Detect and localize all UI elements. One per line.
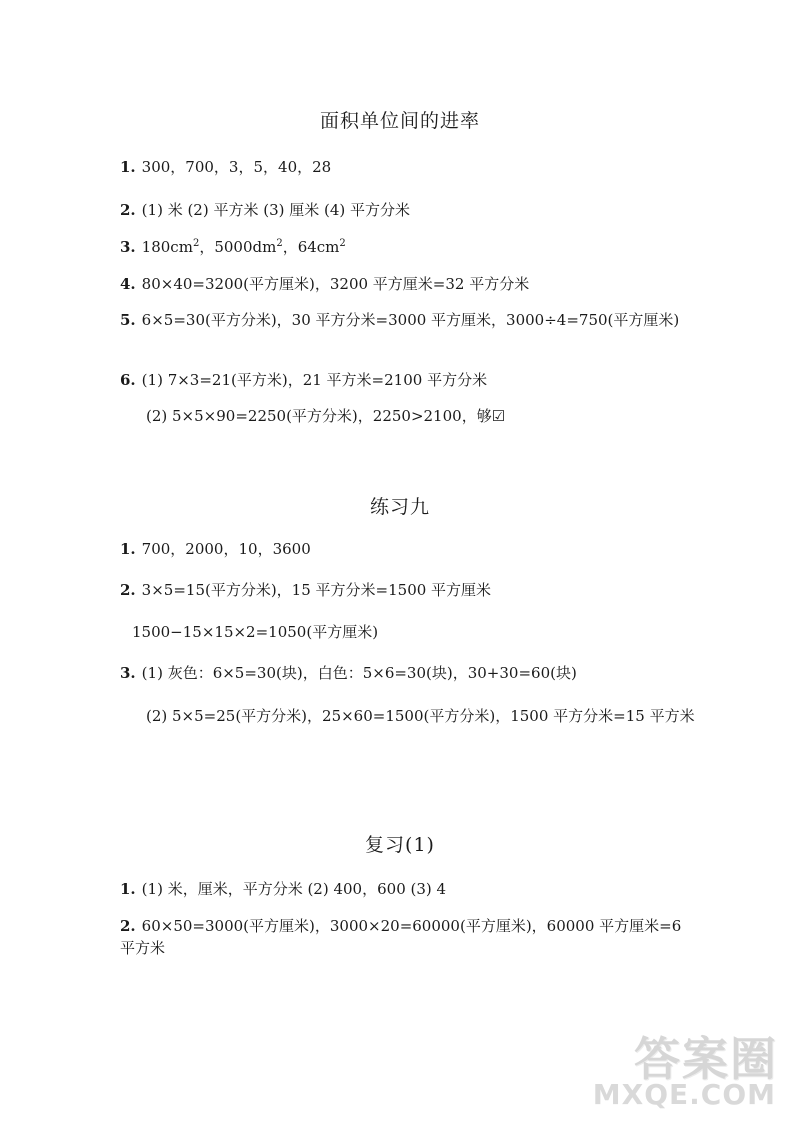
exercise-answer-3-part-2: (2) 5×5=25(平方分米)，25×60=1500(平方分米)，1500 平方分米=15 平方米: [146, 707, 695, 725]
section-title-review-1: 复习(1): [365, 834, 435, 856]
answer-1: 1. 300，700，3，5，40，28: [120, 158, 332, 176]
watermark-logo-text: 答案圈: [634, 1032, 778, 1086]
answer-2: 2. (1) 米 (2) 平方米 (3) 厘米 (4) 平方分米: [120, 201, 411, 219]
exercise-answer-1: 1. 700，2000，10，3600: [120, 540, 311, 558]
section-title-area-units: 面积单位间的进率: [319, 110, 480, 132]
answer-6-part-1: 6. (1) 7×3=21(平方米)，21 平方米=2100 平方分米: [120, 371, 488, 389]
watermark-logo: [592, 1023, 782, 1113]
review-answer-1: 1. (1) 米，厘米，平方分米 (2) 400，600 (3) 4: [120, 880, 447, 898]
watermark-url: MXQE.COM: [592, 1078, 776, 1111]
exercise-answer-2-line-2: 1500−15×15×2=1050(平方厘米): [132, 623, 379, 641]
answer-5: 5. 6×5=30(平方分米)，30 平方分米=3000 平方厘米，3000÷4=750(平方厘米): [120, 311, 680, 329]
answer-6-part-2: (2) 5×5×90=2250(平方分米)，2250>2100，够☑: [146, 407, 506, 425]
exercise-answer-2: 2. 3×5=15(平方分米)，15 平方分米=1500 平方厘米: [120, 581, 492, 599]
exercise-answer-3-part-1: 3. (1) 灰色：6×5=30(块)，白色：5×6=30(块)，30+30=60(块): [120, 664, 577, 682]
answer-4: 4. 80×40=3200(平方厘米)，3200 平方厘米=32 平方分米: [120, 275, 530, 293]
section-title-exercise-9: 练习九: [369, 496, 430, 518]
review-answer-2: 2. 60×50=3000(平方厘米)，3000×20=60000(平方厘米)，60000 平方厘米=6 平方米: [120, 917, 682, 957]
answer-3: 3. $180cm^2$，$5000dm^2$，$64cm^2$: [120, 238, 346, 256]
